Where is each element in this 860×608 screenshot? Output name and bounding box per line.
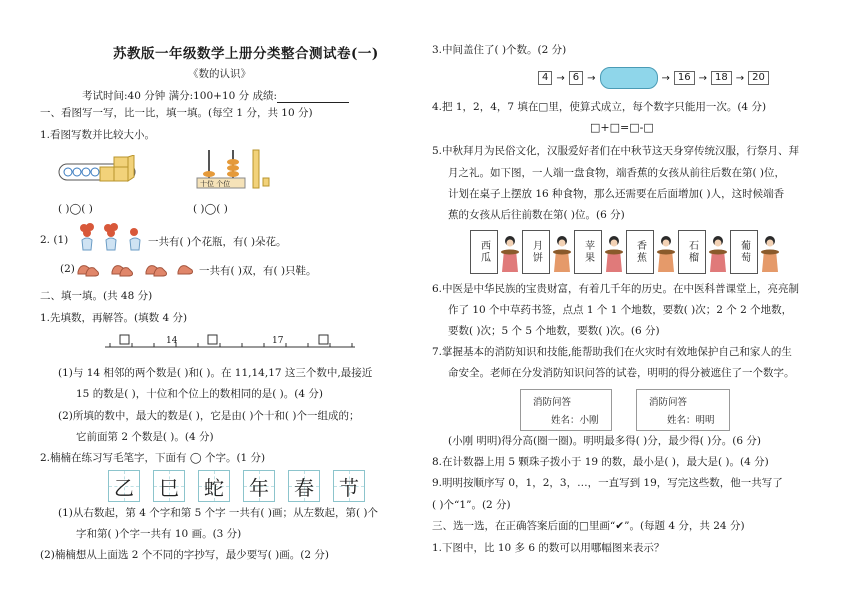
numberline-label-14: 14 <box>166 336 178 346</box>
girl-icon <box>500 234 520 274</box>
compare-left[interactable]: ( )◯( ) <box>58 203 93 215</box>
seq-num: 20 <box>748 71 769 85</box>
quiz-paper-mingming <box>636 389 730 431</box>
q2-2-1a: (1)从右数起，第 4 个字和第 5 个字 一共有( )画；从左数起，第( )个 <box>58 507 378 519</box>
food-card: 石榴 <box>678 230 706 274</box>
score-blank[interactable] <box>277 92 349 103</box>
girl-icon <box>760 234 780 274</box>
hanzi-char: 年 <box>243 470 275 502</box>
q1-2-2-label: (2) <box>60 263 75 275</box>
abacus-label: 十位 个位 <box>200 180 231 188</box>
vase-icons <box>76 222 148 254</box>
q3-text: 3.中间盖住了( )个数。(2 分) <box>432 44 567 56</box>
hanzi-char: 巳 <box>153 470 185 502</box>
section-3-heading: 三、选一选，在正确答案后面的□里画“✔”。(每题 4 分，共 24 分) <box>432 520 745 532</box>
q2-1-2b: 它前面第 2 个数是( )。(4 分) <box>76 431 214 443</box>
q9-line-a: 9.明明按顺序写 0，1，2，3，…，一直写到 19，写完这些数，他一共写了 <box>432 477 783 489</box>
moon-festival-figure <box>470 230 780 274</box>
exam-info-text: 考试时间:40 分钟 满分:100+10 分 成绩: <box>82 90 278 102</box>
seq-num: 6 <box>569 71 583 85</box>
food-card: 葡萄 <box>730 230 758 274</box>
q7-line-b: 命安全。老师在分发消防知识问答的试卷，明明的得分被遮住了一个数字。 <box>448 367 795 379</box>
q1-2-1-text: 一共有( )个花瓶，有( )朵花。 <box>148 236 287 248</box>
q2-2-text: 2.楠楠在练习写毛笔字，下面有 ◯ 个字。(1 分) <box>40 452 266 464</box>
paper-name: 姓名：小刚 <box>551 415 599 426</box>
sequence-strip <box>538 67 769 89</box>
q8-text: 8.在计数器上用 5 颗珠子拨小于 19 的数，最小是( )，最大是( )。(4 分) <box>432 456 769 468</box>
q5-line-c: 计划在桌子上摆放 16 种食物，那么还需要在后面增加( )人，这时候端香 <box>448 188 785 200</box>
hanzi-char: 蛇 <box>198 470 230 502</box>
q6-line-a: 6.中医是中华民族的宝贵财富，有着几千年的历史。在中医科普课堂上，亮亮制 <box>432 283 800 295</box>
page-subtitle: 《数的认识》 <box>188 68 251 80</box>
q7-line-c: (小刚 明明)得分高(圈一圈)。明明最多得( )分，最少得( )分。(6 分) <box>448 435 761 447</box>
q5-line-b: 月之礼。如下图，一人端一盘食物，端香蕉的女孩从前往后数在第( )位， <box>448 167 786 179</box>
hanzi-char: 节 <box>333 470 365 502</box>
compare-right[interactable]: ( )◯( ) <box>193 203 228 215</box>
quiz-paper-xiaogang <box>520 389 612 431</box>
q9-line-b: ( )个“1”。(2 分) <box>432 499 511 511</box>
number-line <box>100 333 360 357</box>
arrow-icon: → <box>587 72 596 84</box>
q4-text: 4.把 1，2，4，7 填在□里，使算式成立，每个数字只能用一次。(4 分) <box>432 101 767 113</box>
q2-1-1b: 15 的数是( )，十位和个位上的数相同的是( )。(4 分) <box>76 388 323 400</box>
seq-num: 4 <box>538 71 552 85</box>
page-title: 苏教版一年级数学上册分类整合测试卷(一) <box>113 46 379 62</box>
food-card: 香蕉 <box>626 230 654 274</box>
girl-icon <box>708 234 728 274</box>
q6-line-b: 作了 10 个中草药书签，点点 1 个 1 个地数，要数( )次；2 个 2 个地数， <box>448 304 793 316</box>
q2-2-1b: 字和第( )个字一共有 10 画。(3 分) <box>76 528 242 540</box>
paper-title: 消防问答 <box>649 397 688 408</box>
section-2-heading: 二、填一填。(共 48 分) <box>40 290 153 302</box>
q4-equation[interactable]: □+□=□-□ <box>590 121 654 134</box>
arrow-icon: → <box>698 72 708 84</box>
food-card: 月饼 <box>522 230 550 274</box>
food-card: 西瓜 <box>470 230 498 274</box>
food-card: 苹果 <box>574 230 602 274</box>
shoe-icons <box>76 260 196 278</box>
q1-2-label: 2. (1) <box>40 234 69 246</box>
hanzi-char: 春 <box>288 470 320 502</box>
q1-2-2-text: 一共有( )双，有( )只鞋。 <box>199 265 317 277</box>
arrow-icon: → <box>735 72 745 84</box>
paper-title: 消防问答 <box>533 397 572 408</box>
exam-info <box>82 88 349 103</box>
q1-1-text: 1.看图写数并比较大小。 <box>40 129 156 141</box>
q2-1-text: 1.先填数，再解答。(填数 4 分) <box>40 312 188 324</box>
q5-line-d: 蕉的女孩从后往前数在第( )位。(6 分) <box>448 209 625 221</box>
q6-line-c: 要数( )次；5 个 5 个地数，要数( )次。(6 分) <box>448 325 660 337</box>
q2-1-2a: (2)所填的数中，最大的数是( )，它是由( )个十和( )个一组成的； <box>58 410 360 422</box>
arrow-icon: → <box>556 72 565 84</box>
q7-line-a: 7.掌握基本的消防知识和技能,能帮助我们在火灾时有效地保护自己和家人的生 <box>432 346 792 358</box>
q2-2-2: (2)楠楠想从上面选 2 个不同的字抄写，最少要写( )画。(2 分) <box>40 549 329 561</box>
girl-icon <box>604 234 624 274</box>
section-1-heading: 一、看图写一写，比一比，填一填。(每空 1 分，共 10 分) <box>40 107 313 119</box>
girl-icon <box>552 234 572 274</box>
arrow-icon: → <box>661 72 670 84</box>
cube-stack-icon <box>98 155 136 187</box>
q2-1-1a: (1)与 14 相邻的两个数是( )和( )。在 11,14,17 这三个数中,最接近 <box>58 367 373 379</box>
hanzi-char: 乙 <box>108 470 140 502</box>
seq-num: 18 <box>711 71 732 85</box>
seq-num: 16 <box>674 71 695 85</box>
q3-1-text: 1.下图中，比 10 多 6 的数可以用哪幅图来表示？ <box>432 542 665 554</box>
paper-name: 姓名：明明 <box>667 415 715 426</box>
q5-line-a: 5.中秋拜月为民俗文化，汉服爱好者们在中秋节这天身穿传统汉服，行祭月、拜 <box>432 145 800 157</box>
girl-icon <box>656 234 676 274</box>
hanzi-row <box>108 470 365 502</box>
cloud-cover <box>600 67 658 89</box>
numberline-label-17: 17 <box>272 336 284 346</box>
